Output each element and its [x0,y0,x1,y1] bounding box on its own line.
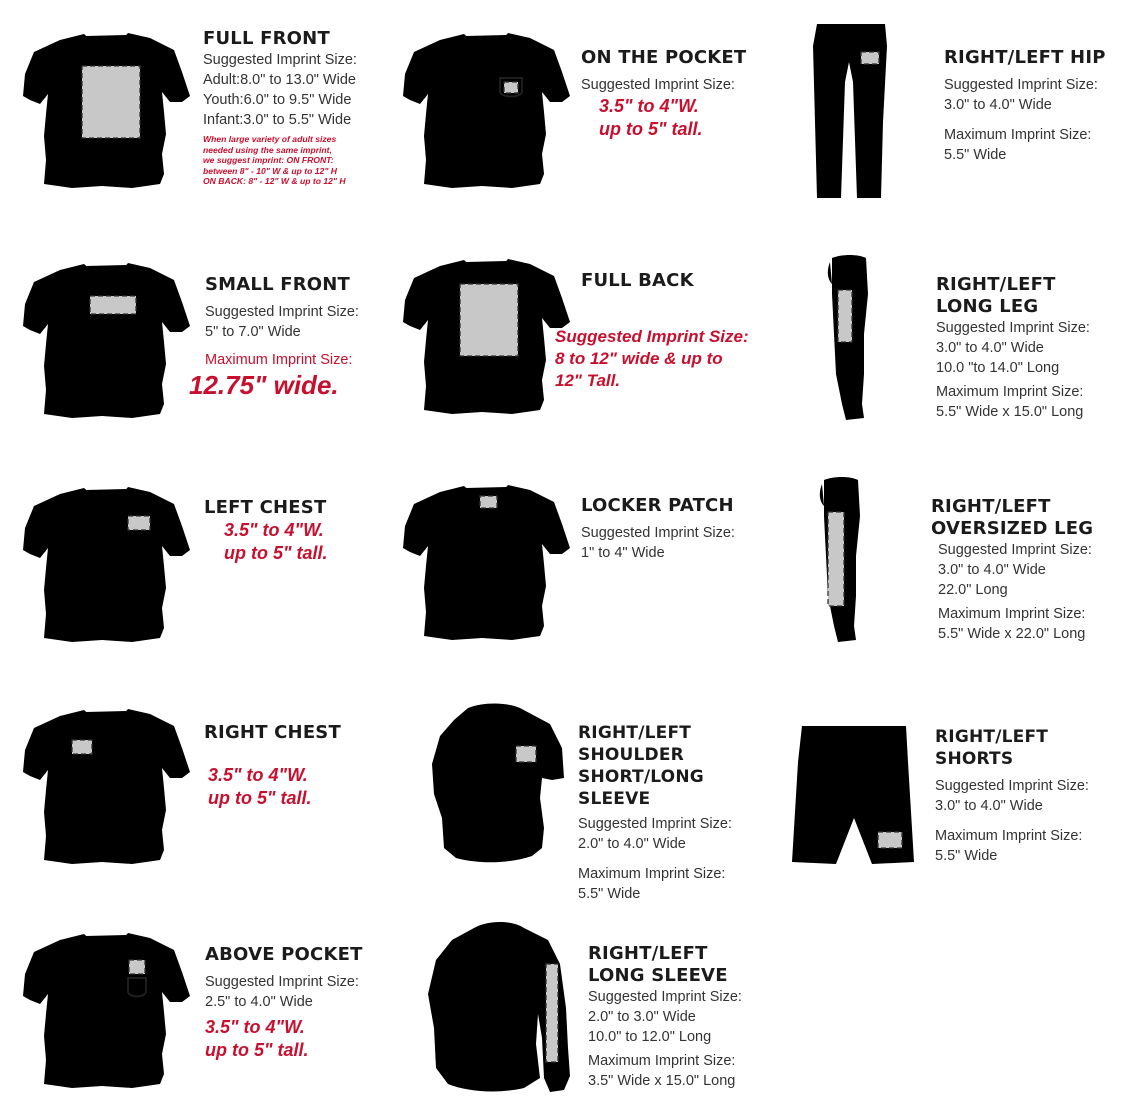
long-sleeve-max-line: Maximum Imprint Size: [588,1053,736,1069]
hip-title: RIGHT/LEFT HIP [944,47,1106,68]
full-back-block [555,270,775,392]
imprint-area [878,832,902,848]
shorts-line: 3.0" to 4.0" Wide [935,798,1043,814]
full-front-title: FULL FRONT [203,28,330,49]
on-the-pocket-title: ON THE POCKET [581,47,747,68]
pants-long-leg-illustration [822,254,882,424]
right-chest-title: RIGHT CHEST [204,722,341,743]
long-sleeve-line: Suggested Imprint Size: [588,989,742,1005]
imprint-area [82,66,140,138]
left-chest-shirt-illustration [22,480,192,650]
shoulder-max-line: Maximum Imprint Size: [578,866,726,882]
shorts-block [935,726,1130,866]
oversized-leg-line: Suggested Imprint Size: [938,542,1092,558]
long-leg-max-line: Maximum Imprint Size: [936,384,1084,400]
full-front-line: Adult:8.0" to 13.0" Wide [203,72,356,88]
pocket-shirt-illustration [402,26,572,196]
left-chest-highlight: 3.5" to 4"W. [224,520,324,540]
small-front-block [189,274,395,400]
pants-hip-illustration [806,22,896,202]
long-leg-line: 3.0" to 4.0" Wide [936,340,1044,356]
shorts-title: RIGHT/LEFT SHORTS [935,727,1049,769]
shoulder-title: RIGHT/LEFT SHOULDER [578,723,692,765]
imprint-area [504,82,518,93]
shorts-illustration [788,722,918,872]
oversized-leg-max-line: 5.5" Wide x 22.0" Long [938,626,1086,642]
right-chest-shirt-illustration [22,702,192,872]
full-back-highlight: Suggested Imprint Size: [555,327,749,346]
left-chest-title: LEFT CHEST [204,497,327,518]
small-front-max-label: Maximum Imprint Size: [205,352,353,368]
long-leg-line: 10.0 "to 14.0" Long [936,360,1060,376]
long-sleeve-block [588,943,788,1091]
shoulder-shirt-illustration [428,698,568,868]
long-leg-block [936,274,1126,422]
shorts-line: Suggested Imprint Size: [935,778,1089,794]
oversized-leg-line: 3.0" to 4.0" Wide [938,562,1046,578]
above-pocket-title: ABOVE POCKET [205,944,363,965]
full-front-shirt-illustration [22,26,192,196]
full-front-note: needed using the same imprint, [203,144,332,155]
imprint-area [90,296,136,314]
right-chest-block [204,722,394,810]
full-front-note: between 8" - 10" W & up to 12" H [203,165,337,176]
long-leg-title: RIGHT/LEFT [936,274,1056,295]
hip-max-line: 5.5" Wide [944,147,1007,163]
long-leg-line: Suggested Imprint Size: [936,320,1090,336]
locker-patch-shirt-illustration [402,478,572,648]
shoulder-line: 2.0" to 4.0" Wide [578,836,686,852]
long-sleeve-title: LONG SLEEVE [588,965,728,986]
hip-line: 3.0" to 4.0" Wide [944,97,1052,113]
on-the-pocket-line: Suggested Imprint Size: [581,77,735,93]
long-sleeve-max-line: 3.5" Wide x 15.0" Long [588,1073,736,1089]
above-pocket-shirt-illustration [22,926,192,1096]
imprint-area [460,284,518,356]
long-leg-max-line: 5.5" Wide x 15.0" Long [936,404,1084,420]
above-pocket-line: Suggested Imprint Size: [205,974,359,990]
full-back-title: FULL BACK [581,270,694,291]
above-pocket-highlight: 3.5" to 4"W. [205,1017,305,1037]
oversized-leg-title: RIGHT/LEFT [931,496,1051,517]
full-back-highlight: 12" Tall. [555,371,621,390]
locker-patch-title: LOCKER PATCH [581,495,734,516]
right-chest-highlight: up to 5" tall. [208,788,312,808]
imprint-area [546,964,558,1062]
long-sleeve-line: 10.0" to 12.0" Long [588,1029,712,1045]
oversized-leg-title: OVERSIZED LEG [931,518,1094,539]
hip-line: Suggested Imprint Size: [944,77,1098,93]
oversized-leg-block [931,496,1126,644]
oversized-leg-max-line: Maximum Imprint Size: [938,606,1086,622]
left-chest-highlight: up to 5" tall. [224,543,328,563]
small-front-title: SMALL FRONT [205,274,351,295]
full-front-line: Youth:6.0" to 9.5" Wide [203,92,352,108]
above-pocket-block [205,944,395,1062]
imprint-area [861,52,879,64]
on-the-pocket-highlight: 3.5" to 4"W. [599,96,699,116]
imprint-area [838,290,852,342]
imprint-area [480,496,497,508]
small-front-line: 5" to 7.0" Wide [205,324,301,340]
long-sleeve-title: RIGHT/LEFT [588,943,708,964]
full-front-line: Suggested Imprint Size: [203,52,357,68]
shoulder-block [578,722,778,904]
small-front-shirt-illustration [22,256,192,426]
left-chest-block [204,497,394,565]
imprint-area [72,740,92,754]
locker-patch-line: 1" to 4" Wide [581,545,665,561]
full-front-note: ON BACK: 8" - 12" W & up to 12" H [203,176,346,186]
imprint-area [128,516,150,530]
oversized-leg-line: 22.0" Long [938,582,1008,598]
right-chest-highlight: 3.5" to 4"W. [208,765,308,785]
full-front-block [203,28,393,187]
small-front-max-value: 12.75" wide. [189,370,339,400]
locker-patch-block [581,495,781,563]
long-sleeve-line: 2.0" to 3.0" Wide [588,1009,696,1025]
full-back-highlight: 8 to 12" wide & up to [555,349,723,368]
full-front-line: Infant:3.0" to 5.5" Wide [203,112,352,128]
locker-patch-line: Suggested Imprint Size: [581,525,735,541]
shoulder-title: SHORT/LONG SLEEVE [578,767,704,809]
shoulder-max-line: 5.5" Wide [578,886,641,902]
hip-max-line: Maximum Imprint Size: [944,127,1092,143]
full-front-note: we suggest imprint: ON FRONT: [203,155,334,165]
pants-oversized-leg-illustration [814,476,874,646]
on-the-pocket-block [581,47,781,141]
on-the-pocket-highlight: up to 5" tall. [599,119,703,139]
long-leg-title: LONG LEG [936,296,1039,317]
above-pocket-highlight: up to 5" tall. [205,1040,309,1060]
small-front-line: Suggested Imprint Size: [205,304,359,320]
shorts-max-line: Maximum Imprint Size: [935,828,1083,844]
long-sleeve-shirt-illustration [424,918,574,1098]
full-back-shirt-illustration [402,252,572,422]
shoulder-line: Suggested Imprint Size: [578,816,732,832]
imprint-area [516,746,536,762]
shorts-max-line: 5.5" Wide [935,848,998,864]
hip-block [944,47,1124,165]
above-pocket-line: 2.5" to 4.0" Wide [205,994,313,1010]
full-front-note: When large variety of adult sizes [203,134,337,144]
imprint-area [828,512,844,606]
imprint-area [129,960,145,974]
